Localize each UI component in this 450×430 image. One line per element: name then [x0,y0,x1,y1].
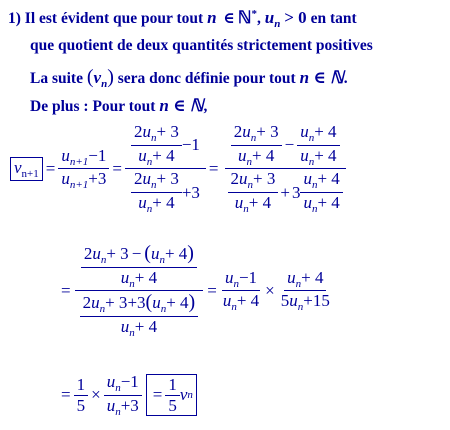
equation-line-3: = $\frac{1}{5}$ × $\frac{u_n-1}{u_n+3}$ = $\frac{1}{5}$ v n [58,372,197,418]
equation-line-2: = $\frac{\frac{2u_n+ 3 - (u_n+ 4)}{u_n+ 4}}{\frac{2u_n+ 3+3(u_n+ 4)}{u_n+ 4}}$ = $\frac{u_n-1}{u_n+ 4}$ × $\frac{u_n+ 4}{5u_n+15}$ [58,242,333,340]
fraction-compound-2: $\frac{2u_n+ 3}{u_n+ 4}$ − $\frac{u_n+ 4}{u_n+ 4}$ $\frac{2u_n+ 3}{u_n+ 4}$ + 3 $\frac{u_n+ 4}{u_n+ 4}$ [222,122,349,216]
boxed-result: = $\frac{1}{5}$ v n [146,374,197,416]
intro-line-2: que quotient de deux quantités strictement positives [30,37,373,54]
fraction-one-fifth: $\frac{1}{5}$ [74,375,89,415]
boxed-v-n-plus-1: $v_{n+1}$ [10,157,43,181]
equation-line-1: $v_{n+1}$ = $\frac{u_{n+1}-1}{u_{n+1}+3}$ = $\frac{2u_n+ 3}{u_n+ 4}$ −1 $\frac{2u_n+ 3}{u_n+ 4}$ +3 = $\frac{2u_n+ 3}{u_n+ 4}$ − $\frac{u_n+ 4}{u_n+ 4}$ $\frac{2u_n+ 3}{u_n+ 4}$ + 3 $\frac{u_n+ 4}{u_n+ 4}$ [10,122,349,216]
fraction-c: $\frac{u_n-1}{u_n+3}$ [104,372,142,418]
math-n: n [207,8,217,27]
intro-line-3: La suite $(v_n)$ sera donc définie pour tout n ∈ ℕ. [30,66,348,90]
fraction-u-n1: $\frac{u_{n+1}-1}{u_{n+1}+3}$ [58,146,109,192]
fraction-a: $\frac{u_n-1}{u_n+ 4}$ [222,267,260,314]
fraction-compound-1: $\frac{2u_n+ 3}{u_n+ 4}$ −1 $\frac{2u_n+ 3}{u_n+ 4}$ +3 [125,122,206,216]
fraction-compound-3: $\frac{\frac{2u_n+ 3 - (u_n+ 4)}{u_n+ 4}}{\frac{2u_n+ 3+3(u_n+ 4)}{u_n+ 4}}$ [74,242,205,340]
intro-line-4: De plus : Pour tout n ∈ ℕ, [30,96,208,115]
fraction-b: $\frac{u_n+ 4}{5u_n+15}$ [280,267,330,314]
intro-line-1: 1) Il est évident que pour tout n ∈ ℕ*, $u_n > 0$ en tant [8,8,357,30]
